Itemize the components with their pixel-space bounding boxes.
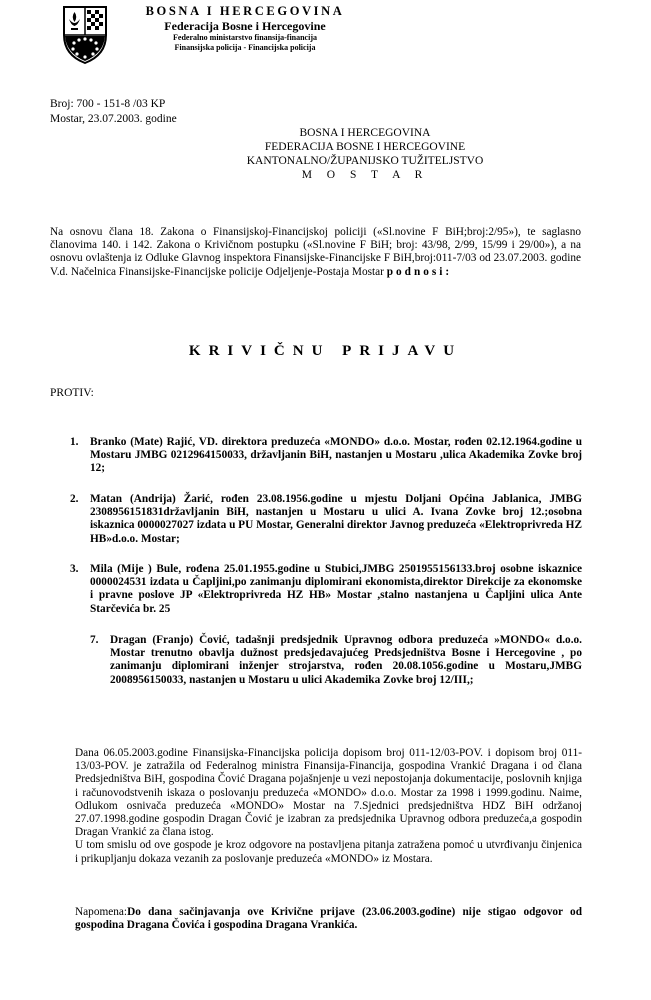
accused-item-2: Matan (Andrija) Žarić, rođen 23.08.1956.godine u mjestu Doljani Općina Jablanica, JMBG 2308956151831državljanin BiH, nastanjen u Mostaru u ulici A. Ivana Zovke broj 12.;osobna iskaznica 0000027027 izdata u PU Mostar, Generalni direktor Javnog preduzeća «Elektroprivreda HZ HB»d.o.o. Mostar; — [90, 493, 582, 545]
letterhead-ministry: Federalno ministarstvo finansija-financija — [173, 33, 317, 42]
note-label: Napomena: — [75, 906, 128, 918]
reference-number: Broj: 700 - 151-8 /03 KP — [50, 98, 166, 110]
accused-number-4: 7. — [90, 634, 99, 646]
document-title: KRIVIČNU PRIJAVU — [188, 343, 463, 359]
letterhead-department: Finansijska policija - Financijska policija — [174, 43, 316, 52]
place-date: Mostar, 23.07.2003. godine — [50, 113, 177, 125]
body-paragraph-1: Dana 06.05.2003.godine Finansijska-Financijska policija dopisom broj 011-12/03-POV. i dopisom broj 011-13/03-POV. je zatražila od Federalnog ministra Finansija-Financija, gospodina Vrankić Dragana i od člana Predsjedništva BiH, gospodina Čović Dragana pojašnjenje u vezi nepostojanja dokumentacije, poslovnih knjiga i računovodstvenih iskaza o poslovanju preduzeća «MONDO» d.o.o. Mostar za 1998 i 1999.godinu. Naime, Odlukom osnivača preduzeća «MONDO» Mostar na 7.Sjednici predsjedništva HDZ BiH održanoj 27.07.1998.godine gospodin Dragan Čović je izabran za predsjednika Upravnog odbora preduzeća,a gospodin Dragan Vrankić za člana istog. — [75, 747, 582, 839]
note-text: Do dana sačinjavanja ove Krivične prijave (23.06.2003.godine) nije stigao odgovor od gospodina Dragana Čovića i gospodina Dragana Vrankića. — [75, 906, 582, 932]
document-reference — [50, 97, 177, 127]
addressee-line-1: BOSNA I HERCEGOVINA — [299, 127, 431, 139]
letterhead-country: BOSNA I HERCEGOVINA — [145, 4, 345, 18]
body-paragraph-2: U tom smislu od ove gospode je kroz odgovore na postavljena pitanja zatražena pomoć u utvrđivanju činjenica i prikupljanju dokaza vezanih za poslovanje preduzeća «MONDO» iz Mostara. — [75, 839, 582, 865]
intro-paragraph — [50, 226, 581, 279]
intro-text: Na osnovu člana 18. Zakona o Finansijskoj-Financijskoj policiji («Sl.novine F BiH;broj:2/95»), te saglasno članovima 140. i 142. Zakona o Krivičnom postupku («Sl.novine F BiH; broj: 43/98, 2/99, 15/99 i 29/00»), a na osnovu ovlaštenja iz Odluke Glavnog inspektora Finansijske-Financijske F BiH,broj:011-7/03 od 23.07.2003. godine V.d. Načelnica Finansijske-Financijske policije Odjeljenje-Postaja Mostar — [50, 226, 581, 278]
accused-item-4: Dragan (Franjo) Čović, tadašnji predsjednik Upravnog odbora preduzeća »MONDO« d.o.o. Mostar trenutno obavlja dužnost predsjedavajućeg Predsjedništva Bosne i Hercegovine , po zanimanju diplomirani inženjer strojarstva, rođen 20.08.1056.godine u Mostaru,JMBG 2008956150033, nastanjen u Mostaru u ulici Akademika Zovke broj 12/III,; — [110, 634, 582, 686]
addressee-block — [200, 126, 530, 182]
accused-item-3: Mila (Mije ) Bule, rođena 25.01.1955.godine u Stubici,JMBG 2501955156133.broj osobne iskaznice 0000024531 izdata u Čapljini,po zanimanju diplomirani ekonomista,direktor Direkcije za ekonomske i pravne poslove JP «Elektroprivreda HZ HB» Mostar ,stalno nastanjena u Čapljini ulica Ante Starčevića br. 25 — [90, 563, 582, 615]
intro-emphasis: podnosi: — [386, 265, 453, 278]
addressee-line-2: FEDERACIJA BOSNE I HERCEGOVINE — [264, 141, 466, 153]
note-paragraph — [75, 906, 582, 932]
accused-number-3: 3. — [70, 563, 79, 575]
letterhead — [120, 4, 370, 53]
protiv-heading: PROTIV: — [50, 387, 94, 399]
accused-number-2: 2. — [70, 493, 79, 505]
coat-of-arms-logo — [62, 5, 108, 65]
addressee-city: M O S T A R — [301, 169, 429, 181]
body-text — [75, 747, 582, 866]
accused-item-1: Branko (Mate) Rajić, VD. direktora preduzeća «MONDO» d.o.o. Mostar, rođen 02.12.1964.godine u Mostaru JMBG 0212964150033, državljanin BiH, nastanjen u Mostaru ,ulica Akademika Zovke broj 12; — [90, 436, 582, 475]
letterhead-entity: Federacija Bosne i Hercegovine — [164, 19, 326, 33]
addressee-line-3: KANTONALNO/ŽUPANIJSKO TUŽITELJSTVO — [246, 155, 484, 167]
accused-number-1: 1. — [70, 436, 79, 448]
